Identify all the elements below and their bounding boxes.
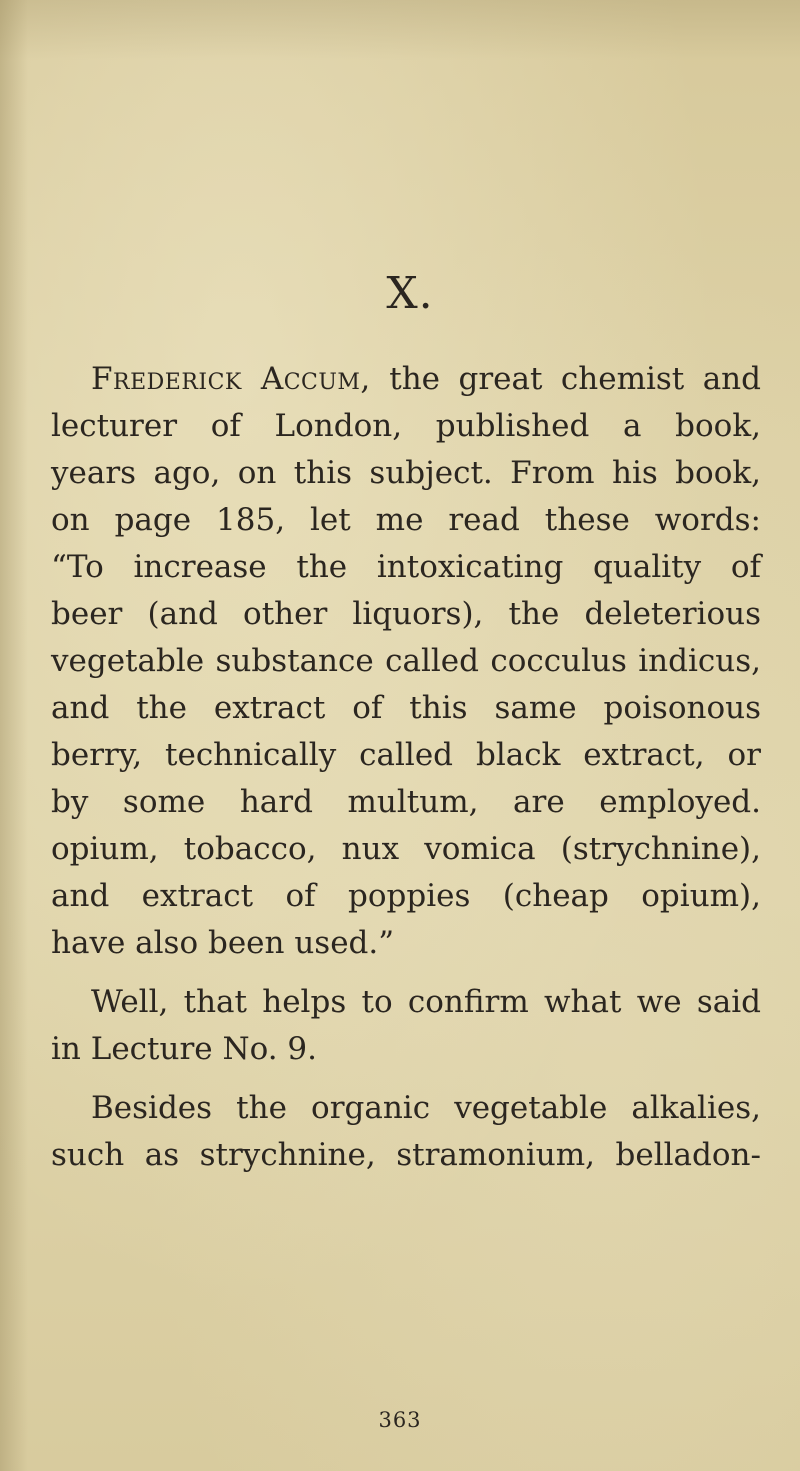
text-line: and extract of poppies (cheap opium),	[51, 878, 761, 914]
text-line: berry, technically called black extract, or	[51, 737, 761, 773]
text-line: beer (and other liquors), the deleterious	[51, 596, 761, 632]
text-line: opium, tobacco, nux vomica (strychnine),	[51, 831, 761, 867]
text-line: years ago, on this subject. From his book,	[51, 455, 761, 491]
text-line: in Lecture No. 9.	[51, 1031, 317, 1067]
text-line: by some hard multum, are employed.	[51, 784, 761, 820]
text-line: Well, that helps to confirm what we said	[91, 984, 761, 1020]
text-line: such as strychnine, stramonium, belladon-	[51, 1137, 761, 1173]
body-text	[51, 356, 761, 1179]
text-line: Besides the organic vegetable alkalies,	[91, 1090, 761, 1126]
text-line: have also been used.”	[51, 925, 395, 961]
page-number: 363	[378, 1408, 422, 1432]
text-line	[51, 356, 761, 403]
text-line: on page 185, let me read these words:	[51, 502, 761, 538]
text-line: and the extract of this same poisonous	[51, 690, 761, 726]
page-top-shadow	[0, 0, 800, 60]
author-name: Frederick Accum,	[91, 361, 371, 397]
text-line-rest: the great chemist and	[370, 361, 761, 397]
text-line: vegetable substance called cocculus indicus,	[51, 643, 761, 679]
chapter-heading: X.	[386, 268, 434, 319]
page-binding-shadow	[0, 0, 28, 1471]
text-line: “To increase the intoxicating quality of	[51, 549, 761, 585]
text-line: lecturer of London, published a book,	[51, 408, 761, 444]
